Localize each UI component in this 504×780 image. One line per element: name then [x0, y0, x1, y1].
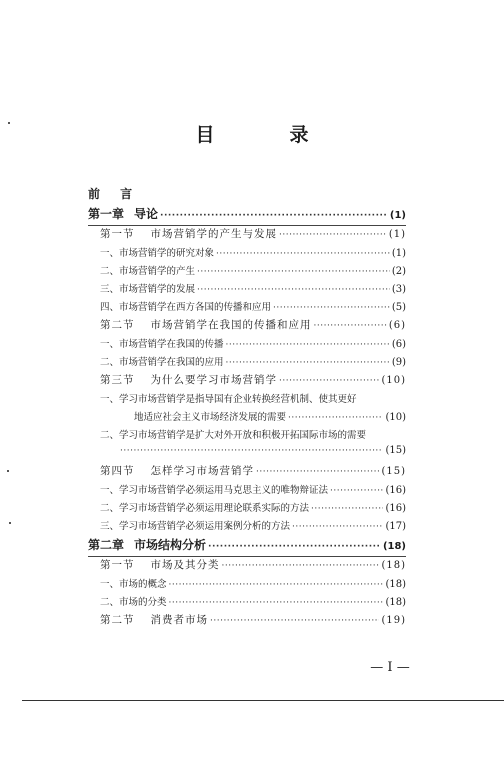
- page-title: 目 录: [195, 124, 337, 146]
- toc-preface: [88, 185, 406, 205]
- leader-dots: [226, 358, 390, 368]
- leader-dots: [279, 230, 387, 240]
- item-label: 一、市场的概念: [100, 579, 167, 590]
- page-ref: (18): [385, 579, 406, 590]
- page-ref: (5): [391, 302, 406, 313]
- page-ref: (1): [388, 229, 406, 240]
- toc-preface-label: 前 言: [88, 187, 141, 201]
- section-title: 市场及其分类: [150, 559, 220, 571]
- section-number: 第三节: [100, 374, 135, 386]
- section-title: 消费者市场: [150, 614, 208, 626]
- leader-dots: [160, 211, 388, 221]
- leader-dots: [169, 580, 384, 590]
- page-ref: (9): [391, 357, 406, 368]
- leader-dots: [273, 303, 390, 313]
- toc-chapter-1: [88, 205, 406, 226]
- section-title: 市场营销学在我国的传播和应用: [150, 319, 312, 331]
- leader-dots: [197, 285, 390, 295]
- item-label: 一、学习市场营销学是指导国有企业转换经营机制、使其更好: [100, 394, 357, 405]
- item-label: 一、学习市场营销学必须运用马克思主义的唯物辩证法: [100, 485, 329, 496]
- page-ref: (19): [381, 615, 406, 626]
- page-ref: (16): [385, 485, 406, 496]
- toc-item: [88, 354, 406, 372]
- page-ref: (10): [385, 412, 406, 423]
- item-label: 二、市场营销学的产生: [100, 266, 196, 277]
- leader-dots: [292, 522, 383, 532]
- toc-item: [88, 245, 406, 263]
- toc-section: [88, 226, 406, 245]
- section-number: 第四节: [100, 465, 135, 477]
- leader-dots: [222, 561, 380, 571]
- page-ref: (6): [391, 339, 406, 350]
- toc-item: [88, 391, 406, 409]
- toc-item: [88, 281, 406, 299]
- item-label: 一、市场营销学的研究对象: [100, 248, 215, 259]
- table-of-contents: [88, 185, 406, 631]
- page-ref: (15): [385, 445, 406, 456]
- section-number: 第二节: [100, 319, 135, 331]
- scan-speck: [8, 122, 10, 124]
- section-number: 第二节: [100, 614, 135, 626]
- item-label-continued: 地适应社会主义市场经济发展的需要: [134, 412, 287, 423]
- leader-dots: [256, 467, 379, 477]
- leader-dots: [169, 598, 384, 608]
- page-ref: (16): [385, 503, 406, 514]
- toc-section: [88, 463, 406, 482]
- section-title: 为什么要学习市场营销学: [150, 374, 277, 386]
- leader-dots: [288, 413, 383, 423]
- page-ref: (2): [391, 266, 406, 277]
- leader-dots: [197, 267, 390, 277]
- toc-item: [88, 576, 406, 594]
- scan-speck: [7, 470, 9, 472]
- toc-item: [88, 500, 406, 518]
- toc-item-continued: [88, 445, 406, 463]
- section-title: 怎样学习市场营销学: [150, 465, 254, 477]
- scan-speck: [9, 522, 11, 524]
- toc-section: [88, 612, 406, 631]
- page-ref: (1): [391, 248, 406, 259]
- leader-dots: [279, 376, 379, 386]
- toc-item: [88, 263, 406, 281]
- item-label: 四、市场营销学在西方各国的传播和应用: [100, 302, 272, 313]
- page-ref: (10): [381, 375, 406, 386]
- toc-item: [88, 299, 406, 317]
- page-ref: (18): [382, 541, 406, 552]
- page-ref: (18): [385, 597, 406, 608]
- bottom-rule: [22, 700, 504, 701]
- leader-dots: [311, 504, 383, 514]
- leader-dots: [208, 542, 381, 552]
- toc-item: [88, 336, 406, 354]
- item-label: 三、学习市场营销学必须运用案例分析的方法: [100, 521, 291, 532]
- section-number: 第一节: [100, 228, 135, 240]
- leader-dots: [120, 446, 383, 456]
- toc-section: [88, 317, 406, 336]
- page-ref: (6): [388, 320, 406, 331]
- toc-item: [88, 518, 406, 536]
- toc-item: [88, 482, 406, 500]
- leader-dots: [226, 340, 390, 350]
- toc-section: [88, 557, 406, 576]
- item-label: 二、学习市场营销学必须运用理论联系实际的方法: [100, 503, 310, 514]
- chapter-number: 第一章: [88, 207, 125, 221]
- page-ref: (15): [381, 466, 406, 477]
- leader-dots: [216, 249, 390, 259]
- page-number: — I —: [370, 660, 410, 675]
- page-ref: (17): [385, 521, 406, 532]
- toc-section: [88, 372, 406, 391]
- toc-item: [88, 594, 406, 612]
- item-label: 三、市场营销学的发展: [100, 284, 196, 295]
- toc-item: [88, 427, 406, 445]
- chapter-title: 导论: [134, 207, 159, 221]
- leader-dots: [330, 486, 383, 496]
- item-label: 二、市场营销学在我国的应用: [100, 357, 224, 368]
- toc-chapter-2: [88, 536, 406, 557]
- item-label: 一、市场营销学在我国的传播: [100, 339, 224, 350]
- page-ref: (1): [389, 210, 406, 221]
- item-label: 二、市场的分类: [100, 597, 167, 608]
- section-title: 市场营销学的产生与发展: [150, 228, 277, 240]
- section-number: 第一节: [100, 559, 135, 571]
- leader-dots: [210, 616, 379, 626]
- toc-item-continued: [88, 409, 406, 427]
- leader-dots: [314, 321, 387, 331]
- page-ref: (18): [381, 560, 406, 571]
- chapter-title: 市场结构分析: [134, 538, 207, 552]
- page-ref: (3): [391, 284, 406, 295]
- item-label: 二、学习市场营销学是扩大对外开放和积极开拓国际市场的需要: [100, 430, 367, 441]
- chapter-number: 第二章: [88, 538, 125, 552]
